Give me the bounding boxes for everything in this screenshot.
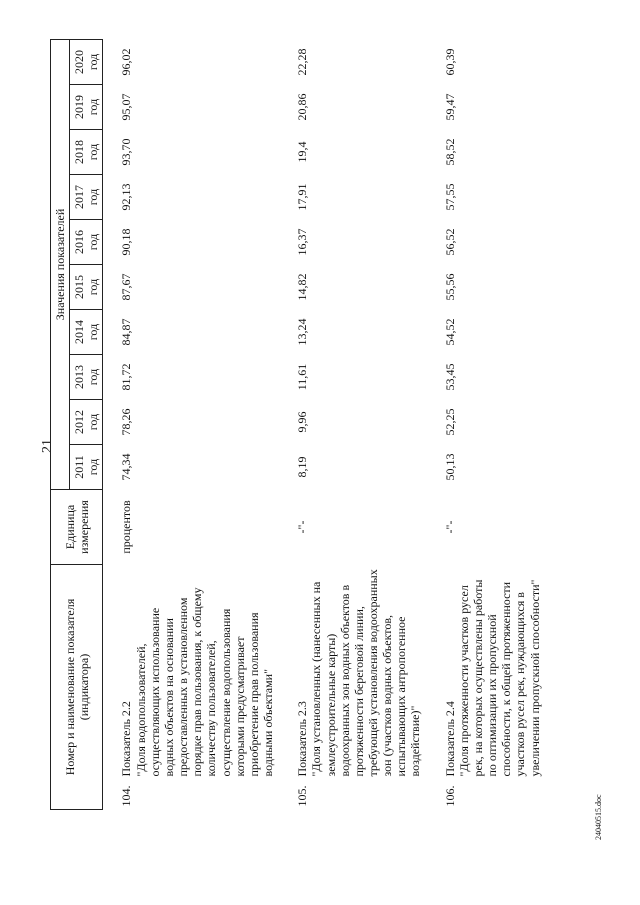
unit-cell: -"- — [442, 520, 457, 534]
value-cell: 78,26 — [119, 408, 134, 436]
value-cell: 81,72 — [119, 363, 134, 391]
value-cell: 50,13 — [442, 453, 457, 481]
value-cell: 87,67 — [119, 273, 134, 301]
indicator-cell — [279, 565, 426, 780]
indicators-table — [50, 39, 546, 810]
value-cell: 84,87 — [119, 318, 134, 346]
year-word: год — [86, 53, 101, 71]
value-cell: 95,07 — [119, 93, 134, 121]
year-header — [70, 220, 103, 265]
document-filename: 24040515.doc — [594, 794, 603, 840]
value-cell: 92,13 — [119, 183, 134, 211]
indicator-column-header: Номер и наименование показателя (индикатора) — [51, 565, 103, 810]
value-cell: 56,52 — [442, 228, 457, 256]
year-number: 2011 — [72, 455, 87, 479]
indicator-title: Показатель 2.2 — [119, 701, 134, 777]
table-row — [427, 39, 546, 809]
year-number: 2016 — [72, 230, 87, 254]
indicator-title: Показатель 2.4 — [442, 701, 457, 777]
unit-cell: процентов — [119, 500, 134, 554]
page-number: 21 — [40, 439, 55, 453]
value-cell: 90,18 — [119, 228, 134, 256]
year-number: 2020 — [72, 49, 87, 74]
values-column-header: Значения показателей — [51, 39, 70, 489]
year-header — [70, 130, 103, 175]
year-header — [70, 175, 103, 220]
indicator-title: Показатель 2.3 — [295, 701, 310, 777]
value-cell: 9,96 — [295, 411, 310, 433]
value-cell: 53,45 — [442, 363, 457, 391]
indicator-cell — [427, 565, 546, 780]
value-cell: 19,4 — [295, 141, 310, 163]
year-header — [70, 265, 103, 310]
year-word: год — [86, 98, 101, 116]
value-cell: 13,24 — [295, 318, 310, 346]
value-cell: 60,39 — [442, 48, 457, 76]
value-cell: 17,91 — [295, 183, 310, 211]
year-number: 2017 — [72, 185, 87, 209]
year-word: год — [86, 458, 101, 476]
value-cell: 22,28 — [295, 48, 310, 76]
table-row — [279, 39, 426, 809]
indicator-description: "Доля установленных (нанесенных на землеустроительные карты) водоохранных зон водных объектов в протяженности береговой линии, требующей установления водоохранных зон (участков водных объектов, испытывающих антропогенное воздействие)" — [309, 569, 423, 777]
year-number: 2018 — [72, 140, 87, 164]
value-cell: 8,19 — [295, 456, 310, 478]
indicator-description: "Доля водопользователей, осуществляющих использование водных объектов на основании предоставленных в установленном порядке прав пользования, к общему количеству пользователей, осуществление водопользования которыми предусматривает приобретение прав пользования водными объектами" — [133, 587, 276, 777]
year-word: год — [86, 278, 101, 296]
year-word: год — [86, 413, 101, 431]
year-header — [70, 39, 103, 84]
value-cell: 14,82 — [295, 273, 310, 301]
value-cell: 96,02 — [119, 48, 134, 76]
rotated-table-container — [50, 40, 630, 810]
year-header — [70, 355, 103, 400]
year-number: 2013 — [72, 365, 87, 389]
table-body — [103, 39, 546, 809]
year-number: 2012 — [72, 410, 87, 434]
row-number: 104. — [119, 785, 134, 807]
year-header — [70, 400, 103, 445]
year-word: год — [86, 143, 101, 161]
year-number: 2015 — [72, 275, 87, 299]
value-cell: 57,55 — [442, 183, 457, 211]
value-cell: 58,52 — [442, 138, 457, 166]
year-word: год — [86, 323, 101, 341]
year-word: год — [86, 368, 101, 386]
year-header — [70, 445, 103, 490]
unit-cell: -"- — [295, 520, 310, 534]
table-row — [103, 39, 279, 809]
indicator-cell — [103, 565, 279, 780]
value-cell: 52,25 — [442, 408, 457, 436]
value-cell: 74,34 — [119, 453, 134, 481]
value-cell: 11,61 — [295, 363, 310, 391]
year-word: год — [86, 188, 101, 206]
year-number: 2019 — [72, 95, 87, 119]
indicator-description: "Доля протяженности участков русел рек, на которых осуществлены работы по оптимизации их пропускной способности, к общей протяженности участков русел рек, нуждающихся в увеличении пропускной способности" — [456, 579, 542, 777]
value-cell: 16,37 — [295, 228, 310, 256]
value-cell: 59,47 — [442, 93, 457, 121]
unit-column-header: Единица измерения — [51, 490, 103, 565]
table-header — [51, 39, 103, 809]
value-cell: 54,52 — [442, 318, 457, 346]
year-header — [70, 310, 103, 355]
year-header — [70, 85, 103, 130]
row-number: 106. — [442, 785, 457, 807]
value-cell: 20,86 — [295, 93, 310, 121]
year-word: год — [86, 233, 101, 251]
value-cell: 93,70 — [119, 138, 134, 166]
row-number: 105. — [295, 785, 310, 807]
year-number: 2014 — [72, 320, 87, 344]
value-cell: 55,56 — [442, 273, 457, 301]
